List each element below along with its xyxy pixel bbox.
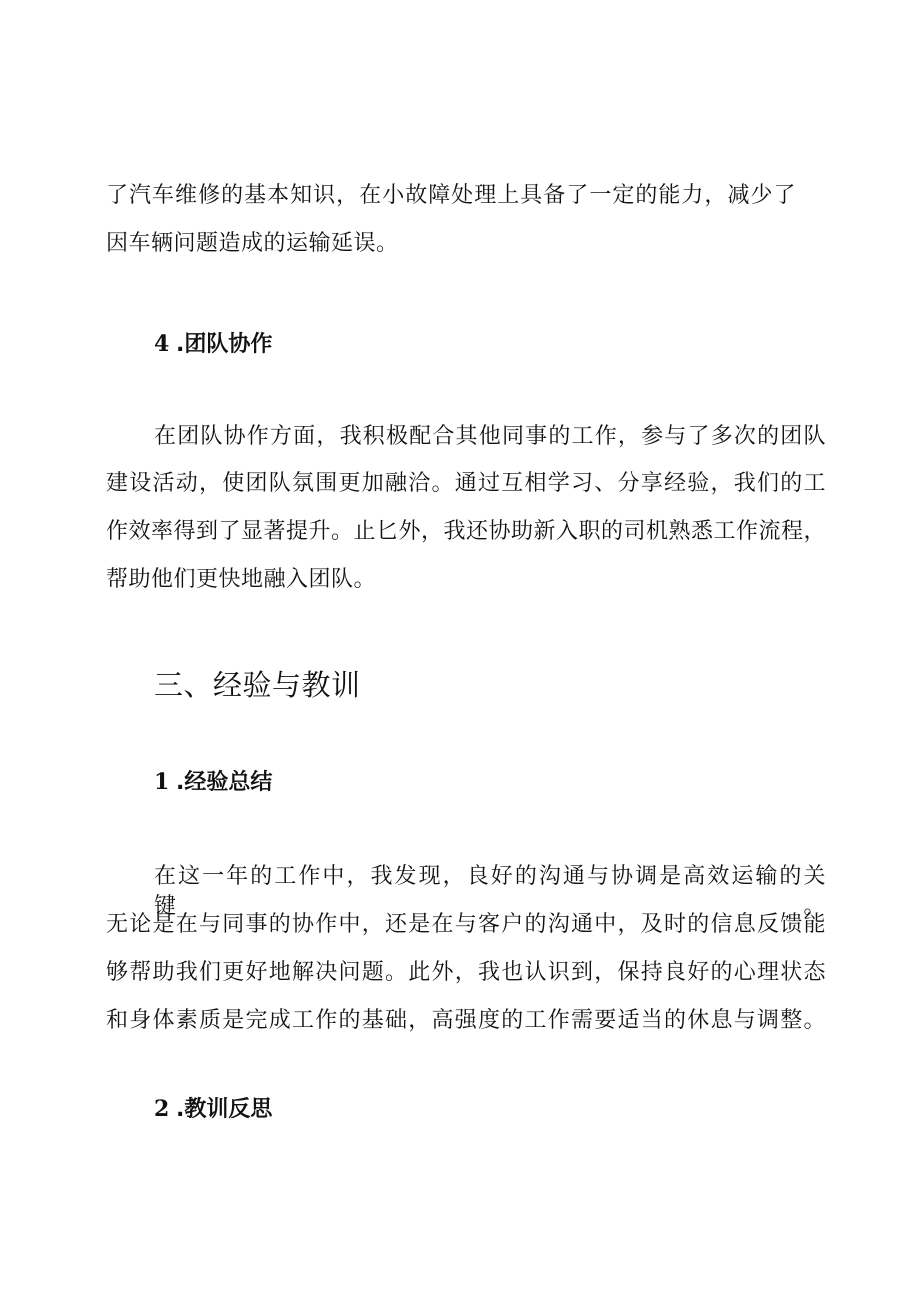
paragraph-line: 建设活动，使团队氛围更加融洽。通过互相学习、分享经验，我们的工: [106, 471, 826, 496]
subheading-lessons-reflection: [154, 1094, 272, 1125]
subheading-number: 4: [154, 331, 170, 357]
subheading-title: .教训反思: [176, 1097, 273, 1122]
paragraph-line: 和身体素质是完成工作的基础，高强度的工作需要适当的休息与调整。: [106, 1008, 826, 1033]
subheading-team-collaboration: [154, 329, 272, 360]
paragraph-line: 因车辆问题造成的运输延误。: [106, 231, 399, 256]
subheading-number: 1: [154, 769, 170, 795]
paragraph-line: 帮助他们更快地融入团队。: [106, 567, 377, 592]
subheading-title: .经验总结: [176, 770, 273, 795]
subheading-experience-summary: [154, 767, 272, 798]
paragraph-line: 在这一年的工作中，我发现，良好的沟通与协调是高效运输的关键。: [154, 864, 826, 919]
paragraph-line: 了汽车维修的基本知识，在小故障处理上具备了一定的能力，减少了: [106, 183, 796, 208]
paragraph-line: 无论是在与同事的协作中，还是在与客户的沟通中，及时的信息反馈能: [106, 912, 826, 937]
subheading-number: 2: [154, 1096, 170, 1122]
paragraph-line: 够帮助我们更好地解决问题。此外，我也认识到，保持良好的心理状态: [106, 960, 826, 985]
subheading-title: .团队协作: [176, 332, 273, 357]
paragraph-line: 作效率得到了显著提升。止匕外，我还协助新入职的司机熟悉工作流程，: [106, 519, 827, 544]
paragraph-line: 在团队协作方面，我积极配合其他同事的工作，参与了多次的团队: [154, 424, 826, 449]
section-heading: 三、经验与教训: [154, 668, 361, 702]
